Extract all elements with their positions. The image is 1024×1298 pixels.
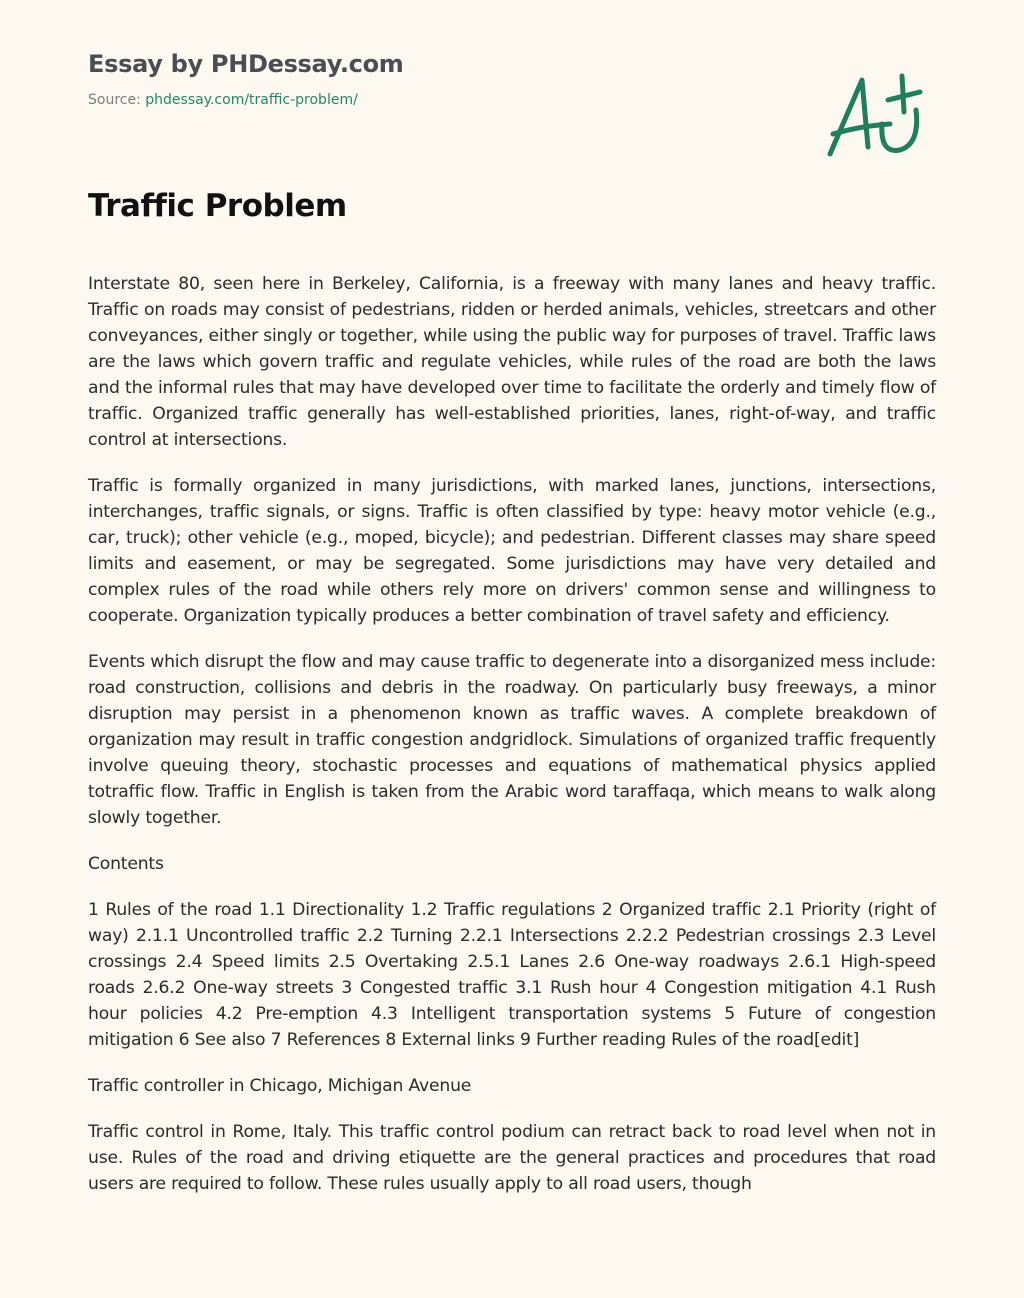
paragraph: Traffic is formally organized in many jurisdictions, with marked lanes, junctions, intersections, interchanges, traffic signals, or signs. Traffic is often classified by type: heavy motor vehicle (e.g., car, truck); other vehicle (e.g., moped, bicycle); and pedestrian. Different classes may share speed limits and easement, or may be segregated. Some jurisdictions may have very detailed and complex rules of the road while others rely more on drivers' common sense and willingness to cooperate. Organization typically produces a better combination of travel safety and efficiency. bbox=[88, 476, 936, 626]
page-title: Traffic Problem bbox=[88, 188, 347, 224]
contents-heading: Contents bbox=[88, 854, 164, 874]
contents-list: 1 Rules of the road 1.1 Directionality 1.2 Traffic regulations 2 Organized traffic 2.1 Priority (right of way) 2.1.1 Uncontrolled traffic 2.2 Turning 2.2.1 Intersections 2.2.2 Pedestrian crossings 2.3 Level crossings 2.4 Speed limits 2.5 Overtaking 2.5.1 Lanes 2.6 One-way roadways 2.6.1 High-speed roads 2.6.2 One-way streets 3 Congested traffic 3.1 Rush hour 4 Congestion mitigation 4.1 Rush hour policies 4.2 Pre-emption 4.3 Intelligent transportation systems 5 Future of congestion mitigation 6 See also 7 References 8 External links 9 Further reading Rules of the road[edit] bbox=[88, 900, 936, 1050]
source-line bbox=[88, 92, 404, 108]
site-header bbox=[88, 50, 404, 108]
source-label: Source: bbox=[88, 92, 146, 108]
paragraph: Events which disrupt the flow and may cause traffic to degenerate into a disorganized mess include: road construction, collisions and debris in the roadway. On particularly busy freeways, a minor disruption may persist in a phenomenon known as traffic waves. A complete breakdown of organization may result in traffic congestion andgridlock. Simulations of organized traffic frequently involve queuing theory, stochastic processes and equations of mathematical physics applied totraffic flow. Traffic in English is taken from the Arabic word taraffaqa, which means to walk along slowly together. bbox=[88, 652, 937, 828]
source-link[interactable]: phdessay.com/traffic-problem/ bbox=[145, 92, 358, 108]
essay-body bbox=[88, 271, 936, 1217]
a-plus-logo-icon bbox=[820, 62, 930, 162]
paragraph: Traffic controller in Chicago, Michigan Avenue bbox=[88, 1076, 472, 1096]
paragraph: Interstate 80, seen here in Berkeley, California, is a freeway with many lanes and heavy traffic. Traffic on roads may consist of pedestrians, ridden or herded animals, vehicles, streetcars and other conveyances, either singly or together, while using the public way for purposes of travel. Traffic laws are the laws which govern traffic and regulate vehicles, while rules of the road are both the laws and the informal rules that may have developed over time to facilitate the orderly and timely flow of traffic. Organized traffic generally has well-established priorities, lanes, right-of-way, and traffic control at intersections. bbox=[88, 274, 936, 450]
brand-title: Essay by PHDessay.com bbox=[88, 50, 404, 78]
paragraph: Traffic control in Rome, Italy. This traffic control podium can retract back to road level when not in use. Rules of the road and driving etiquette are the general practices and procedures that road users are required to follow. These rules usually apply to all road users, though bbox=[88, 1122, 936, 1194]
